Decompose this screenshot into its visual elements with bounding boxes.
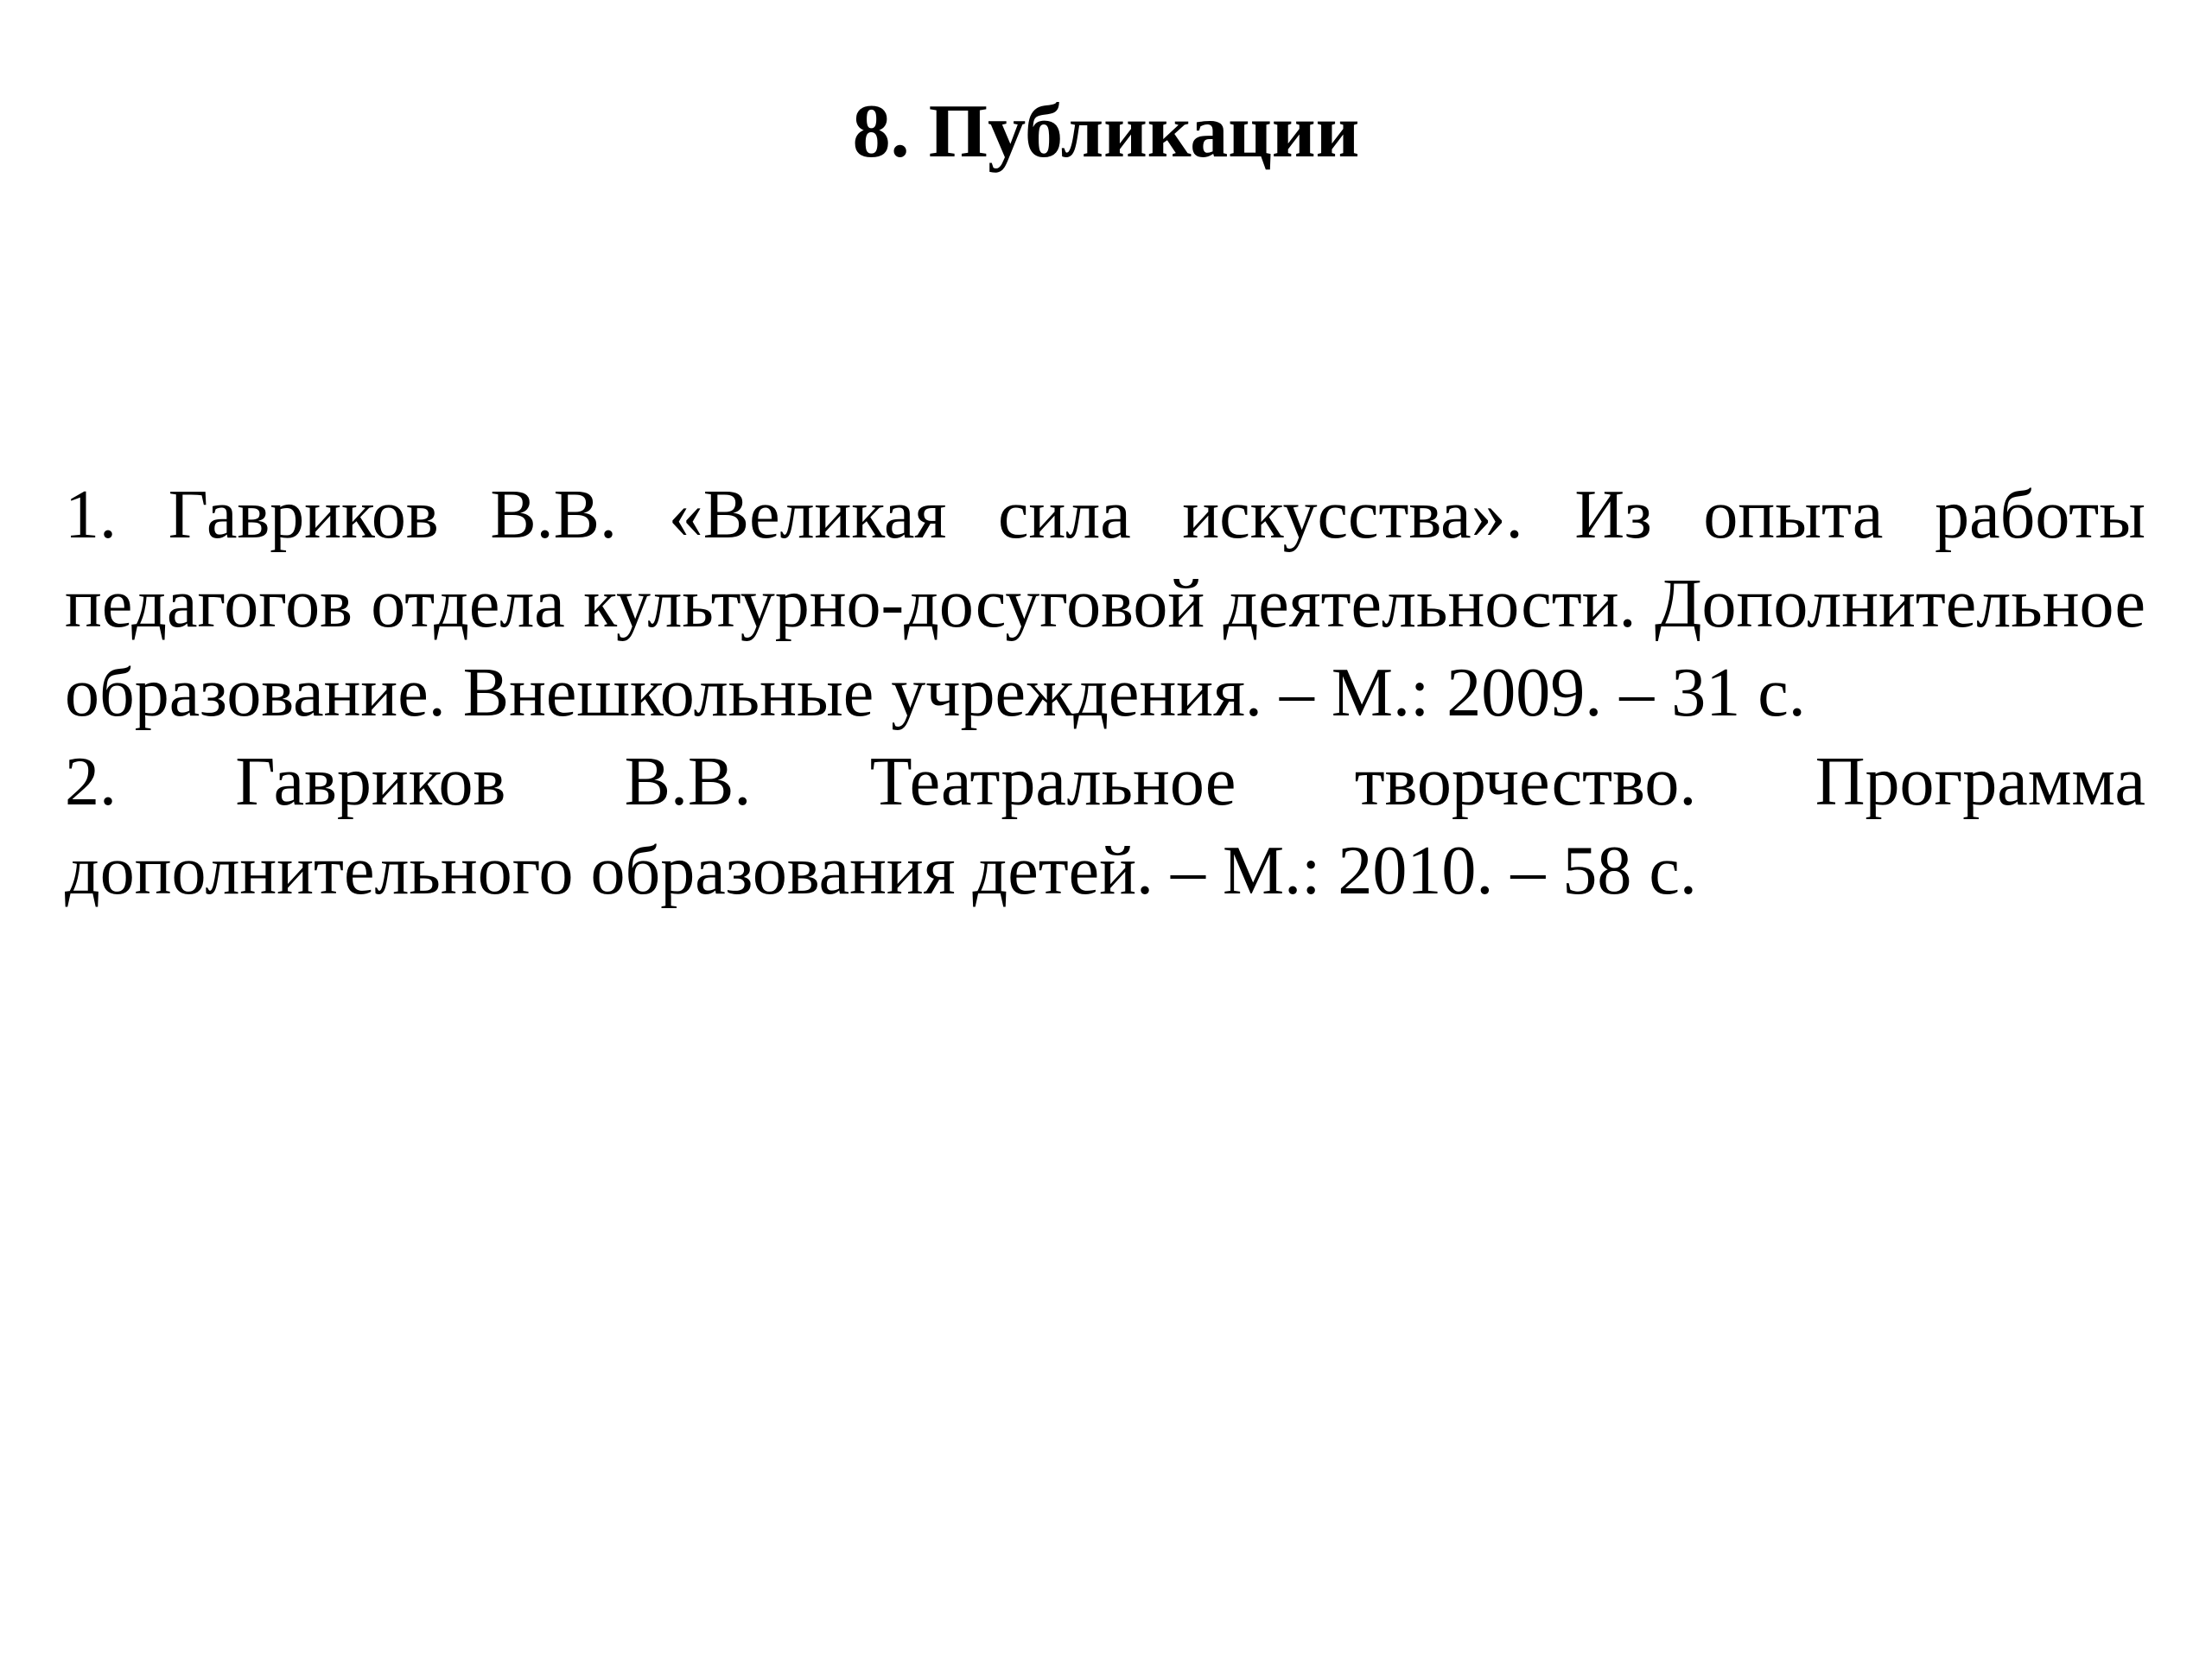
publication-item-1: 1. Гавриков В.В. «Великая сила искусства». Из опыта работы педагогов отдела культурно-досуговой деятельности. Дополнительное образование. Внешкольные учреждения. – М.: 2009. – 31 с. (65, 477, 2145, 731)
publication-list (65, 471, 2145, 916)
slide-title: 8. Публикации (852, 90, 1360, 174)
publication-item-2: 2. Гавриков В.В. Театральное творчество. Программа дополнительного образования детей. – М.: 2010. – 58 с. (65, 744, 2145, 909)
